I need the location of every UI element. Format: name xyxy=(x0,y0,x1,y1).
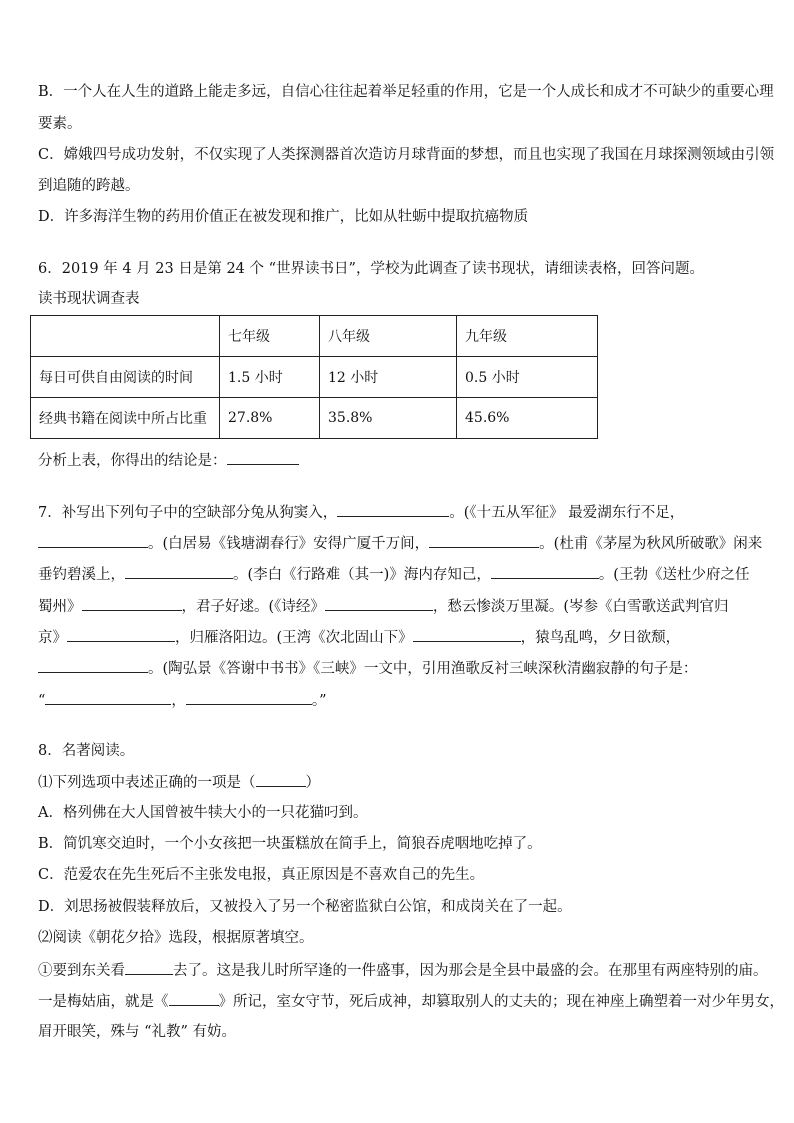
answer-blank[interactable] xyxy=(491,564,599,579)
option-b-line-1: B．一个人在人生的道路上能走多远，自信心往往起着举足轻重的作用，它是一个人成长和成才不可缺少的重要心理 xyxy=(38,84,774,100)
answer-blank[interactable] xyxy=(38,533,148,548)
text-fragment: ⑴下列选项中表述正确的一项是（ xyxy=(38,775,256,791)
answer-blank[interactable] xyxy=(169,991,219,1006)
sub-question-1 xyxy=(38,772,320,793)
conclusion-label: 分析上表，你得出的结论是： xyxy=(38,453,227,469)
table-row xyxy=(31,357,598,398)
answer-blank[interactable] xyxy=(45,690,171,705)
text-fragment: 。(陶弘景《答谢中书书》《三峡》一文中，引用渔歌反衬三峡深秋清幽寂静的句子是： xyxy=(148,661,698,677)
answer-blank[interactable] xyxy=(413,627,521,642)
table-cell: 12 小时 xyxy=(320,357,457,398)
text-fragment: “ xyxy=(38,693,46,709)
text-fragment: ，归雁洛阳边。(王湾《次北固山下》 xyxy=(175,630,413,646)
answer-blank[interactable] xyxy=(38,658,148,673)
question-7-line-4 xyxy=(38,596,729,617)
answer-blank[interactable] xyxy=(227,450,299,465)
conclusion-prompt xyxy=(38,450,299,471)
option-b-line-2: 要素。 xyxy=(38,116,82,132)
text-fragment: 。(白居易《钱塘湖春行》安得广厦千万间， xyxy=(148,536,430,552)
text-fragment: 7．补写出下列句子中的空缺部分兔从狗窦入， xyxy=(38,505,338,521)
text-fragment: ，愁云惨淡万里凝。(岑参《白雪歌送武判官归 xyxy=(432,599,729,615)
text-fragment: 。(《十五从军征》 最爱湖东行不足， xyxy=(449,505,685,521)
text-fragment: 》所记，室女守节，死后成神，却篡取别人的丈夫的；现在神座上确塑着一对少年男女， xyxy=(218,994,784,1010)
question-6-stem: 6．2019 年 4 月 23 日是第 24 个 “世界读书日”，学校为此调查了读书现状，请细读表格，回答问题。 xyxy=(38,261,704,277)
table-cell: 经典书籍在阅读中所占比重 xyxy=(31,398,220,439)
answer-blank[interactable] xyxy=(429,533,539,548)
answer-blank[interactable] xyxy=(256,772,306,787)
table-header-cell xyxy=(31,316,220,357)
option-c-line-2: 到追随的跨越。 xyxy=(38,178,140,194)
answer-blank[interactable] xyxy=(325,596,433,611)
answer-blank[interactable] xyxy=(337,502,449,517)
table-caption: 读书现状调查表 xyxy=(38,291,140,307)
answer-blank[interactable] xyxy=(67,627,175,642)
passage-line-2 xyxy=(38,991,784,1012)
option-b: B．简饥寒交迫时，一个小女孩把一块蛋糕放在简手上，简狼吞虎咽地吃掉了。 xyxy=(38,836,542,852)
text-fragment: 京》 xyxy=(38,630,67,646)
option-c-line-1: C．嫦娥四号成功发射，不仅实现了人类探测器首次造访月球背面的梦想，而且也实现了我国在月球探测领域由引领 xyxy=(38,147,775,163)
answer-blank[interactable] xyxy=(82,596,182,611)
text-fragment: 垂钓碧溪上， xyxy=(38,567,125,583)
passage-line-3: 眉开眼笑，殊与 “礼教” 有妨。 xyxy=(38,1024,237,1040)
question-7-line-3 xyxy=(38,564,749,585)
table-cell: 45.6% xyxy=(457,398,598,439)
text-fragment: 。(李白《行路难（其一)》海内存知己， xyxy=(233,567,491,583)
answer-blank[interactable] xyxy=(186,690,312,705)
text-fragment: 一是梅姑庙，就是《 xyxy=(38,994,169,1010)
text-fragment: 。” xyxy=(311,693,327,709)
text-fragment: 去了。这是我儿时所罕逢的一件盛事，因为那会是全县中最盛的会。在那里有两座特别的庙。 xyxy=(173,963,768,979)
option-c: C．范爱农在先生死后不主张发电报，真正原因是不喜欢自己的先生。 xyxy=(38,867,485,883)
text-fragment: ，君子好逑。(《诗经》 xyxy=(181,599,325,615)
text-fragment: ①要到东关看 xyxy=(38,963,125,979)
table-header-cell: 八年级 xyxy=(320,316,457,357)
table-header-cell: 七年级 xyxy=(220,316,320,357)
text-fragment: ） xyxy=(305,775,320,791)
question-8-stem: 8．名著阅读。 xyxy=(38,743,135,759)
question-7-line-2 xyxy=(38,533,762,554)
table-cell: 0.5 小时 xyxy=(457,357,598,398)
option-d: D．刘思扬被假装释放后，又被投入了另一个秘密监狱白公馆，和成岗关在了一起。 xyxy=(38,899,572,915)
table-header-row xyxy=(31,316,598,357)
question-7-line-7 xyxy=(38,690,327,711)
table-cell: 27.8% xyxy=(220,398,320,439)
answer-blank[interactable] xyxy=(125,564,233,579)
text-fragment: 。(杜甫《茅屋为秋风所破歌》闲来 xyxy=(539,536,763,552)
question-7-line-5 xyxy=(38,627,680,648)
table-row xyxy=(31,398,598,439)
table-cell: 35.8% xyxy=(320,398,457,439)
text-fragment: 蜀州》 xyxy=(38,599,82,615)
text-fragment: ， xyxy=(171,693,186,709)
table-cell: 1.5 小时 xyxy=(220,357,320,398)
text-fragment: 。(王勃《送杜少府之任 xyxy=(598,567,750,583)
question-7-line-6 xyxy=(38,658,697,679)
table-cell: 每日可供自由阅读的时间 xyxy=(31,357,220,398)
option-d: D．许多海洋生物的药用价值正在被发现和推广，比如从牡蛎中提取抗癌物质 xyxy=(38,209,529,225)
sub-question-2: ⑵阅读《朝花夕拾》选段，根据原著填空。 xyxy=(38,930,314,946)
answer-blank[interactable] xyxy=(125,960,173,975)
text-fragment: ，猿鸟乱鸣，夕日欲颓， xyxy=(520,630,681,646)
question-7-line-1 xyxy=(38,502,684,523)
option-a: A．格列佛在大人国曾被牛犊大小的一只花猫叼到。 xyxy=(38,805,368,821)
table-header-cell: 九年级 xyxy=(457,316,598,357)
passage-line-1 xyxy=(38,960,768,981)
reading-survey-table xyxy=(30,315,598,439)
